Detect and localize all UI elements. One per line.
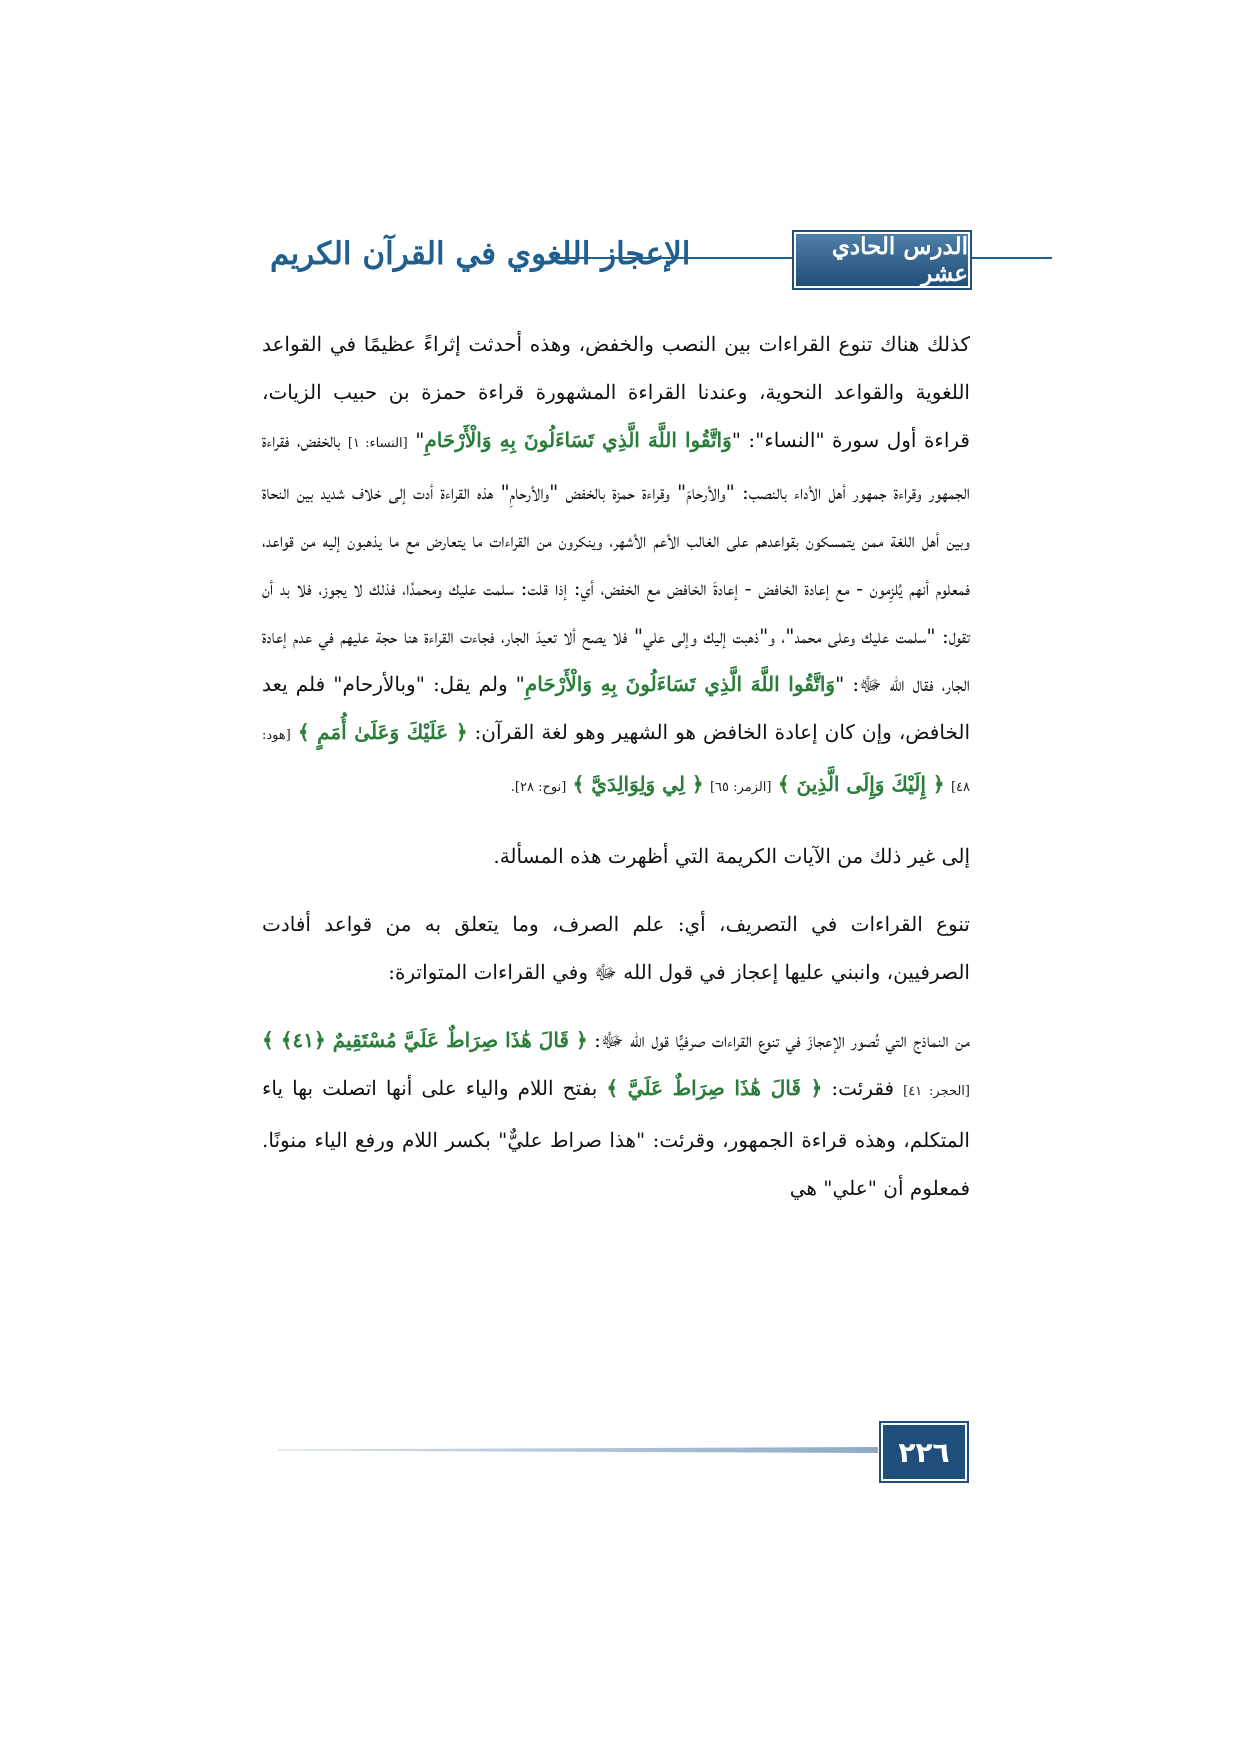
verse-reference: [نوح: ٢٨]. [510, 780, 567, 795]
page-header [262, 228, 970, 288]
paragraph [262, 900, 970, 996]
paragraph [262, 1016, 970, 1212]
quran-verse: وَاتَّقُوا اللَّهَ الَّذِي تَسَاءَلُونَ بِهِ وَالْأَرْحَامِ [424, 428, 732, 452]
text-segment: كذلك هناك تنوع القراءات بين النصب والخفض، وهذه أحدثت إثراءً عظيمًا في القواعد اللغوية والقواعد النحوية، وعندنا القراءة المشهورة قراءة حمزة بن حبيب الزيات، قراءة أول سورة "النساء": " [262, 332, 970, 452]
quran-verse: ﴿ إِلَيْكَ وَإِلَى الَّذِينَ ﴾ [777, 772, 945, 796]
quran-verse: ﴿ قَالَ هَٰذَا صِرَاطٌ عَلَيَّ ﴾ [606, 1076, 823, 1100]
verse-reference: [هود: ٤٨] [262, 728, 970, 795]
text-segment: " [407, 428, 425, 452]
verse-reference: [الحجر: ٤١] [903, 1084, 970, 1099]
quran-verse: ﴿ لِي وَلِوَالِدَيَّ ﴾ [572, 772, 704, 796]
quran-verse: ﴿ قَالَ هَٰذَا صِرَاطٌ عَلَيَّ مُسْتَقِيمٌ ﴿٤١﴾ ﴾ [262, 1028, 588, 1052]
body-text [262, 300, 970, 1232]
lesson-label: الدرس الحادي عشر [831, 233, 968, 287]
page-number: ٢٢٦ [881, 1423, 967, 1481]
text-segment: بالخفض، فقراءة الجمهور وقراءة جمهور أهل الأداء بالنصب: "والأرحامَ" وقراءة حمزة بالخفض "والأرحامِ" هذه القراءة أدت إلى خلاف شديد بين النحاة وبين أهل اللغة ممن يتمسكون بقواعدهم على الغالب الأعم الأشهر، وينكرون من القراءات ما يتعارض مع ما يذهبون إليه من قواعد، فمعلوم أنهم يُلزِمون - مع إعادة الخافض - إعادةَ الخافض مع الخفض، أي: إذا قلت: سلمت عليك ومحمدًا، فذلك لا يجوز، فلا بد أن تقول: "سلمت عليك وعلى محمد"، و"ذهبت إليك وإلى علي" فلا يصح ألا تعيدَ الجار، فجاءت القراءة هنا حجة عليهم في عدم إعادة الجار، فقال الله ﷻ: " [262, 428, 970, 696]
quran-verse: ﴿ عَلَيْكَ وَعَلَىٰ أُمَمٍ ﴾ [297, 720, 468, 744]
text-segment: من النماذج التي تُصور الإعجازَ في تنوع القراءات صرفيًّا قول الله ﷻ: [587, 1028, 970, 1052]
text-segment [291, 720, 298, 744]
paragraph [262, 832, 970, 880]
book-title: الإعجاز اللغوي في القرآن الكريم [270, 236, 691, 272]
footer-divider [278, 1447, 878, 1453]
lesson-badge [794, 232, 970, 288]
text-segment: إلى غير ذلك من الآيات الكريمة التي أظهرت هذه المسألة. [493, 844, 970, 868]
text-segment: تنوع القراءات في التصريف، أي: علم الصرف، وما يتعلق به من قواعد أفادت الصرفيين، وانبني عليها إعجاز في قول الله ﷻ وفي القراءات المتواترة: [262, 912, 970, 984]
text-segment: فقرئت: [822, 1076, 904, 1100]
verse-reference: [الزمر: ٦٥] [709, 780, 772, 795]
text-segment: بفتح اللام والياء على أنها اتصلت بها ياء المتكلم، وهذه قراءة الجمهور، وقرئت: "هذا صراط عليٌّ" بكسر اللام ورفع الياء منونًا. فمعلوم أن "علي" هي [262, 1076, 970, 1200]
verse-reference: [النساء: ١] [347, 436, 408, 451]
text-segment: " ولم يقل: "وبالأرحام" فلم يعد الخافض، وإن كان إعادة الخافض هو الشهير وهو لغة القرآن: [262, 672, 971, 744]
quran-verse: وَاتَّقُوا اللَّهَ الَّذِي تَسَاءَلُونَ بِهِ وَالْأَرْحَامِ [524, 672, 836, 696]
paragraph [262, 320, 970, 812]
